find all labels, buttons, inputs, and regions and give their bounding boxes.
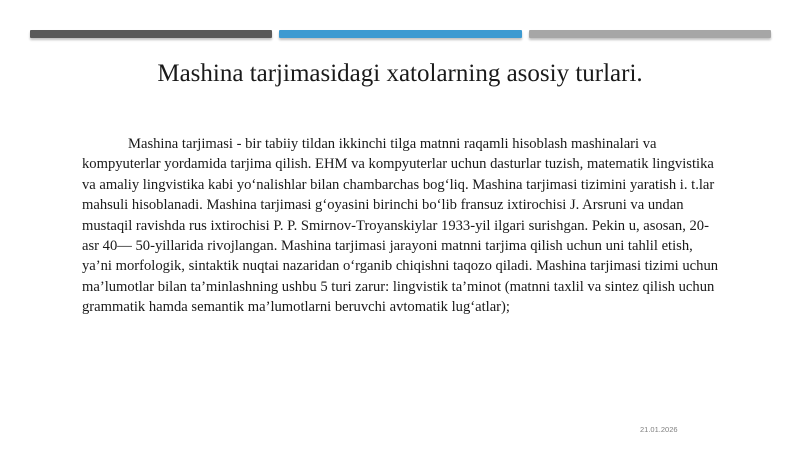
decorative-bar-left (30, 30, 272, 38)
slide-body-text: Mashina tarjimasi - bir tabiiy tildan ikkinchi tilga matnni raqamli hisoblash mashinalari va kompyuterlar yordamida tarjima qilish. EHM va kompyuterlar uchun dasturlar tuzish, matematik lingvistika va amaliy lingvistika kabi yo‘nalishlar bilan chambarchas bog‘liq. Mashina tarjimasi tizimini yaratish i. t.lar mahsuli hisoblanadi. Mashina tarjimasi g‘oyasini birinchi bo‘lib fransuz ixtirochisi J. Arsruni va undan mustaqil ravishda rus ixtirochisi P. P. Smirnov-Troyanskiylar 1933-yil ilgari surishgan. Pekin u, asosan, 20-asr 40— 50-yillarida rivojlangan. Mashina tarjimasi jarayoni matnni tarjima qilish uchun uni tahlil etish, ya’ni morfologik, sintaktik nuqtai nazaridan o‘rganib chiqishni taqozo qiladi. Mashina tarjimasi tizimi uchun ma’lumotlar bilan ta’minlashning ushbu 5 turi zarur: lingvistik ta’minot (matnni taxlil va sintez qilish uchun grammatik hamda semantik ma’lumotlarni beruvchi avtomatik lug‘atlar); (82, 136, 719, 316)
slide-date: 21.01.2026 (640, 425, 678, 434)
slide-title: Mashina tarjimasidagi xatolarning asosiy turlari. (157, 60, 643, 87)
decorative-bar-right (529, 30, 771, 38)
decorative-bar-middle (279, 30, 522, 38)
